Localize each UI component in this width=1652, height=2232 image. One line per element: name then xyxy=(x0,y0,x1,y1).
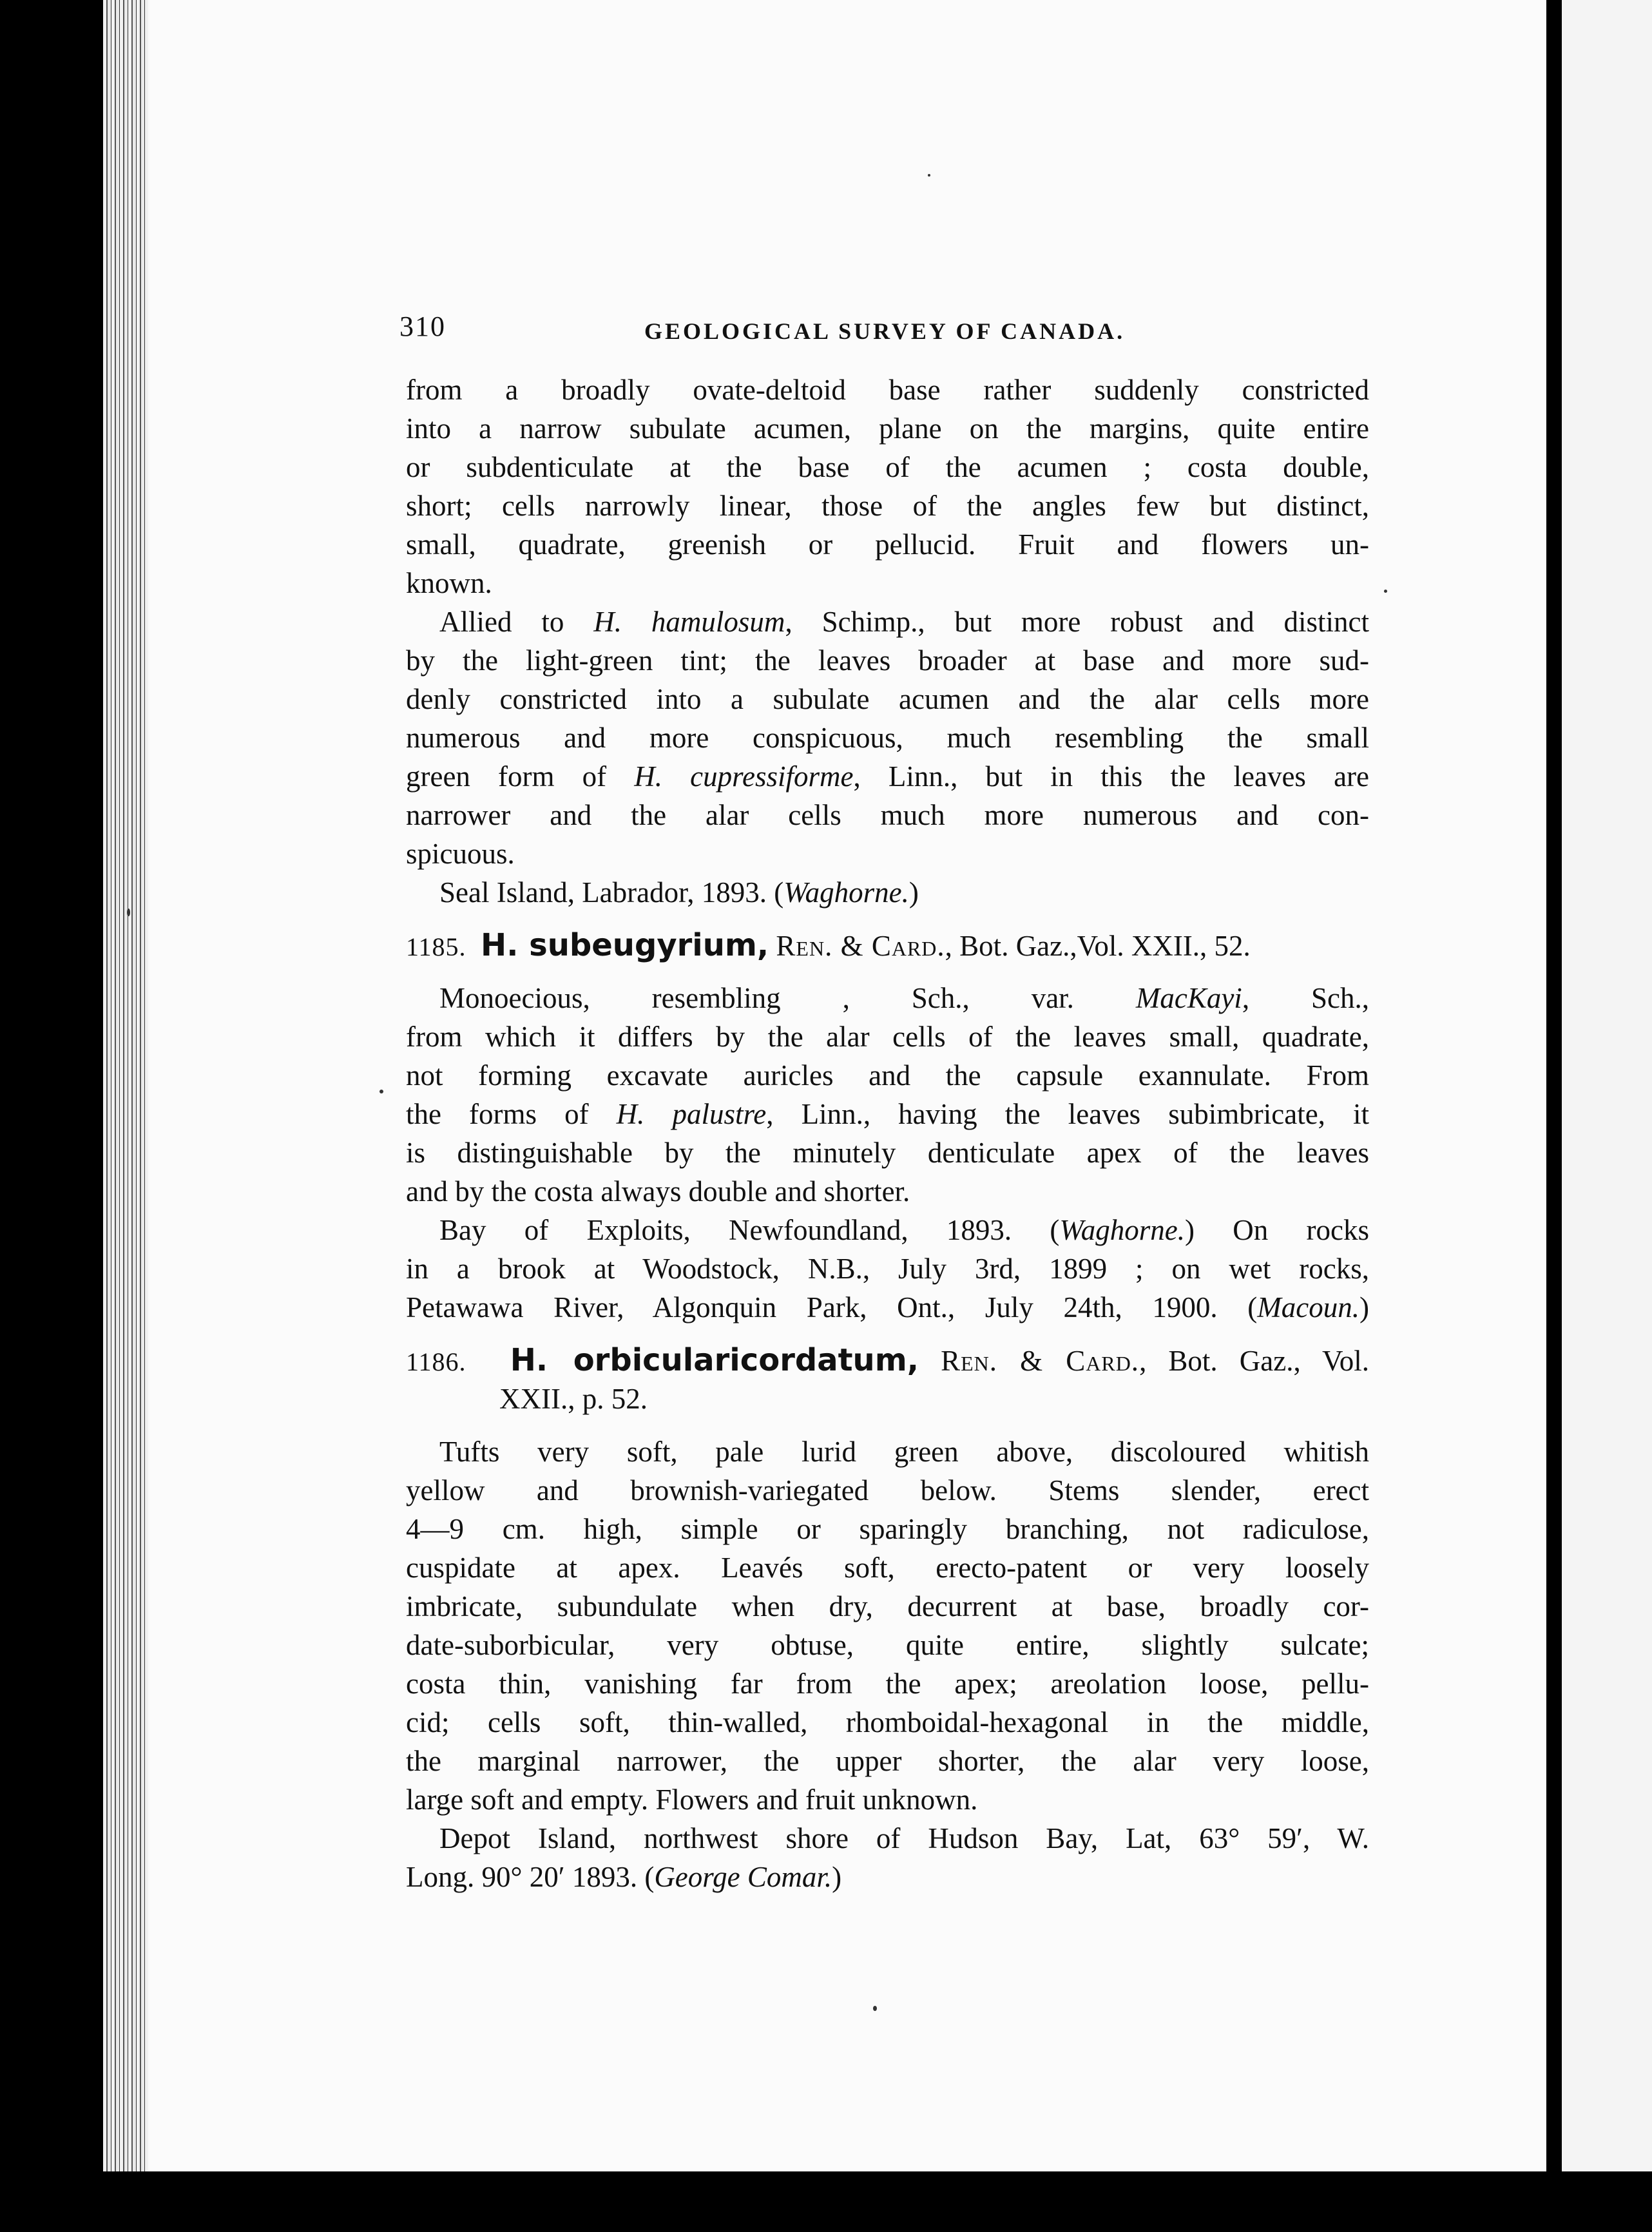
text-line: in a brook at Woodstock, N.B., July 3rd, 1899 ; on wet rocks, xyxy=(406,1253,1369,1285)
text-line: 4—9 cm. high, simple or sparingly branching, not radiculose, xyxy=(406,1513,1369,1545)
text-line: is distinguishable by the minutely denticulate apex of the leaves xyxy=(406,1137,1369,1169)
text-line: from a broadly ovate-deltoid base rather suddenly constricted xyxy=(406,374,1369,406)
text-line: or subdenticulate at the base of the acumen ; costa double, xyxy=(406,451,1369,483)
text-line: Monoecious, resembling , Sch., var. MacKayi, Sch., xyxy=(439,982,1369,1014)
species-name: H. orbicularicordatum, xyxy=(510,1342,919,1378)
page-binding-edge xyxy=(103,0,148,2171)
collector-name: Waghorne. xyxy=(1059,1214,1186,1246)
text-line: Tufts very soft, pale lurid green above, discoloured whitish xyxy=(439,1436,1369,1468)
species-name: H. subeugyrium, xyxy=(481,927,769,963)
collector-name: George Comar. xyxy=(654,1861,832,1893)
text-line: yellow and brownish-variegated below. Stems slender, erect xyxy=(406,1474,1369,1506)
text-line: Depot Island, northwest shore of Hudson Bay, Lat, 63° 59′, W. xyxy=(439,1822,1369,1854)
page-number: 310 xyxy=(399,311,446,342)
species-authority: Ren. & Card. xyxy=(941,1345,1140,1377)
entry-number: 1185. xyxy=(406,932,466,961)
taxon-name: H. cupressiforme xyxy=(634,760,854,793)
text-line: the marginal narrower, the upper shorter, the alar very loose, xyxy=(406,1745,1369,1777)
text-line: cid; cells soft, thin-walled, rhomboidal-hexagonal in the middle, xyxy=(406,1706,1369,1738)
page-gutter xyxy=(1546,0,1562,2171)
text-line: Bay of Exploits, Newfoundland, 1893. (Waghorne.) On rocks xyxy=(439,1214,1369,1246)
taxon-name: H. hamulosum xyxy=(593,606,785,638)
scan-speck xyxy=(928,174,930,177)
text-line: spicuous. xyxy=(406,838,515,870)
text-line: Long. 90° 20′ 1893. (George Comar.) xyxy=(406,1861,842,1893)
text-line: known. xyxy=(406,567,492,599)
text-line: large soft and empty. Flowers and fruit unknown. xyxy=(406,1784,978,1816)
taxon-name: MacKayi xyxy=(1135,982,1242,1014)
text-column xyxy=(406,370,1369,1896)
text-line: narrower and the alar cells much more numerous and con- xyxy=(406,799,1369,831)
adjacent-page-edge xyxy=(1562,0,1652,2171)
text-line: denly constricted into a subulate acumen and the alar cells more xyxy=(406,683,1369,715)
running-title: GEOLOGICAL SURVEY OF CANADA. xyxy=(644,318,1126,344)
text-line: Petawawa River, Algonquin Park, Ont., July 24th, 1900. (Macoun.) xyxy=(406,1291,1369,1323)
text-line: from which it differs by the alar cells of the leaves small, quadrate, xyxy=(406,1021,1369,1053)
species-authority: Ren. & Card. xyxy=(776,930,945,962)
description-paragraph xyxy=(406,370,1369,602)
text-line: date-suborbicular, very obtuse, quite entire, slightly sulcate; xyxy=(406,1629,1369,1661)
taxon-name: H. palustre xyxy=(616,1098,767,1130)
scan-speck xyxy=(127,909,130,916)
text-line: Allied to H. hamulosum, Schimp., but more robust and distinct xyxy=(439,606,1369,638)
text-line: short; cells narrowly linear, those of the angles few but distinct, xyxy=(406,490,1369,522)
text-line: small, quadrate, greenish or pellucid. Fruit and flowers un- xyxy=(406,528,1369,561)
text-line: by the light-green tint; the leaves broader at base and more sud- xyxy=(406,644,1369,677)
species-heading xyxy=(406,926,1369,965)
text-line: imbricate, subundulate when dry, decurrent at base, broadly cor- xyxy=(406,1590,1369,1622)
text-line: numerous and more conspicuous, much resembling the small xyxy=(406,722,1369,754)
text-line: and by the costa always double and shorter. xyxy=(406,1175,910,1207)
entry-number: 1186. xyxy=(406,1347,466,1376)
species-heading xyxy=(406,1341,1369,1380)
scan-speck xyxy=(1384,590,1387,593)
species-reference: , Bot. Gaz.,Vol. XXII., 52. xyxy=(945,930,1251,962)
text-line: the forms of H. palustre, Linn., having the leaves subimbricate, it xyxy=(406,1098,1369,1130)
description-paragraph xyxy=(406,1432,1369,1819)
locality-paragraph xyxy=(406,1211,1369,1327)
text-line: costa thin, vanishing far from the apex; areolation loose, pellu- xyxy=(406,1668,1369,1700)
remarks-paragraph xyxy=(406,602,1369,873)
text-line: not forming excavate auricles and the capsule exannulate. From xyxy=(406,1059,1369,1092)
species-reference: , Bot. Gaz., Vol. xyxy=(1139,1345,1369,1377)
text-line: cuspidate at apex. Leavés soft, erecto-patent or very loosely xyxy=(406,1552,1369,1584)
scan-speck xyxy=(379,1090,383,1093)
locality-line: Seal Island, Labrador, 1893. (Waghorne.) xyxy=(439,876,919,909)
species-reference-continued: XXII., p. 52. xyxy=(499,1383,648,1415)
text-line: into a narrow subulate acumen, plane on the margins, quite entire xyxy=(406,412,1369,445)
scan-speck xyxy=(873,2006,877,2011)
locality-paragraph xyxy=(406,1819,1369,1896)
text-line: green form of H. cupressiforme, Linn., but in this the leaves are xyxy=(406,760,1370,793)
collector-name: Waghorne. xyxy=(783,876,909,909)
collector-name: Macoun. xyxy=(1257,1291,1359,1323)
description-paragraph xyxy=(406,979,1369,1211)
